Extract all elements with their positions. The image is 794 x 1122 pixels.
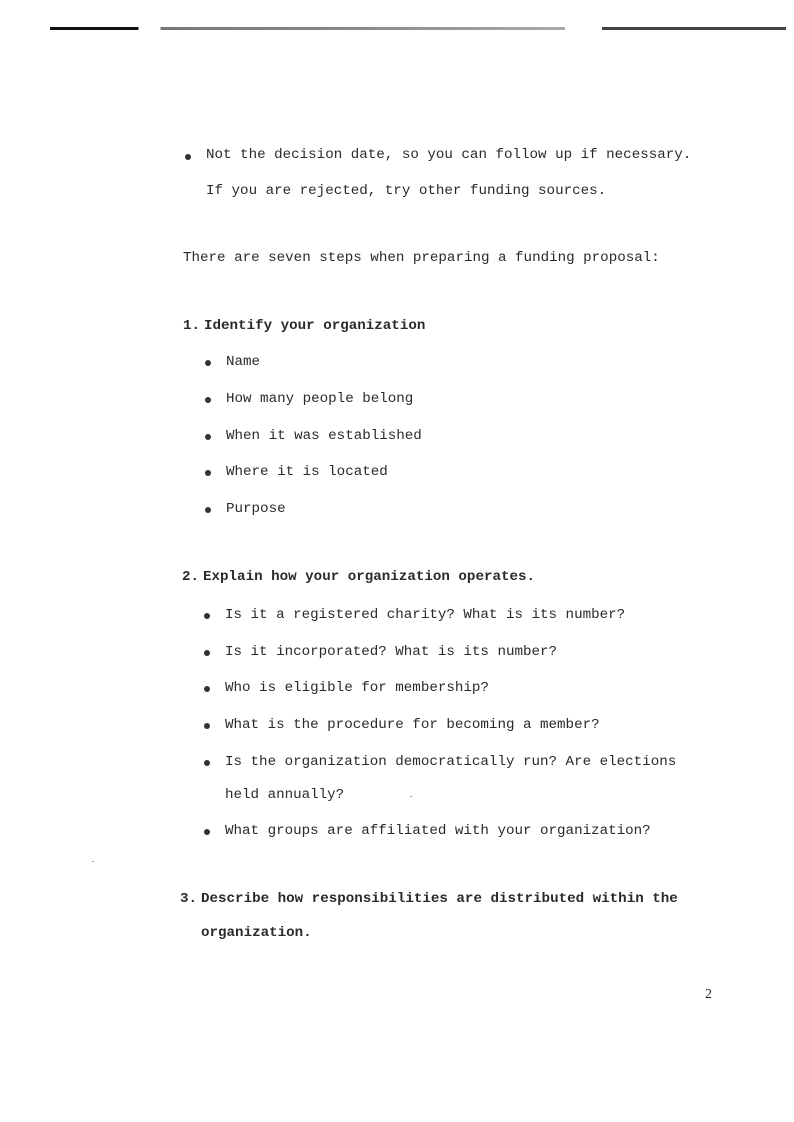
scan-speck bbox=[410, 796, 412, 797]
bullet-icon bbox=[204, 760, 210, 766]
section-2-item: Is it a registered charity? What is its number? bbox=[225, 607, 626, 623]
bullet-icon bbox=[185, 154, 191, 160]
section-2-item: Is it incorporated? What is its number? bbox=[225, 644, 558, 660]
section-1-item: How many people belong bbox=[226, 391, 414, 407]
section-3-heading-line-1: Describe how responsibilities are distributed within the bbox=[201, 891, 678, 907]
section-2-item: Is the organization democratically run? Are elections bbox=[225, 754, 677, 770]
intro-bullet-line-1: Not the decision date, so you can follow up if necessary. bbox=[206, 147, 692, 163]
section-2-item: What is the procedure for becoming a member? bbox=[225, 717, 600, 733]
section-1-item: Where it is located bbox=[226, 464, 388, 480]
section-1-heading: Identify your organization bbox=[204, 318, 426, 334]
intro-paragraph: There are seven steps when preparing a funding proposal: bbox=[183, 250, 660, 266]
bullet-icon bbox=[204, 613, 210, 619]
section-2-heading: Explain how your organization operates. bbox=[203, 569, 536, 585]
scan-speck bbox=[92, 861, 94, 862]
section-1-number: 1. bbox=[183, 318, 201, 334]
bullet-icon bbox=[204, 829, 210, 835]
section-2-number: 2. bbox=[182, 569, 200, 585]
scan-top-rule bbox=[50, 27, 786, 30]
bullet-icon bbox=[204, 723, 210, 729]
page-number: 2 bbox=[705, 987, 712, 1002]
bullet-icon bbox=[205, 507, 211, 513]
section-1-item: When it was established bbox=[226, 428, 422, 444]
section-3-heading-line-2: organization. bbox=[201, 925, 312, 941]
section-2-item: What groups are affiliated with your organization? bbox=[225, 823, 651, 839]
bullet-icon bbox=[204, 650, 210, 656]
intro-bullet-line-2: If you are rejected, try other funding sources. bbox=[206, 183, 607, 199]
bullet-icon bbox=[205, 470, 211, 476]
bullet-icon bbox=[205, 360, 211, 366]
section-3-number: 3. bbox=[180, 891, 198, 907]
bullet-icon bbox=[205, 397, 211, 403]
section-1-item: Purpose bbox=[226, 501, 286, 517]
section-2-item: Who is eligible for membership? bbox=[225, 680, 489, 696]
section-1-item: Name bbox=[226, 354, 261, 370]
section-2-item-continuation: held annually? bbox=[225, 787, 345, 803]
bullet-icon bbox=[204, 686, 210, 692]
bullet-icon bbox=[205, 434, 211, 440]
